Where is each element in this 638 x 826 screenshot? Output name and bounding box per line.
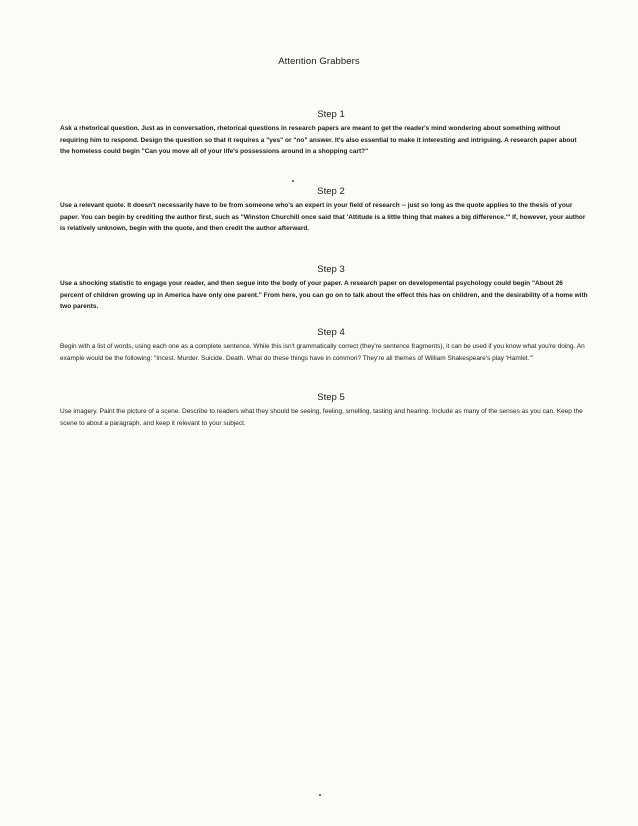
- scan-speck: [292, 180, 294, 182]
- step-1-heading: Step 1: [317, 109, 345, 120]
- step-1-section: [60, 109, 588, 158]
- step-3-section: [60, 264, 588, 313]
- step-4-body: Begin with a list of words, using each one as a complete sentence. While this isn't grammatically correct (they're sentence fragments), it can be used if you know what you're doing. An example would be the following: "Incest. Murder. Suicide. Death. What do these things have in common? They're all themes of William Shakespeare's play 'Hamlet.'": [60, 343, 585, 362]
- step-2-section: [60, 186, 588, 235]
- step-4-heading: Step 4: [317, 327, 345, 338]
- scan-speck: [319, 794, 321, 796]
- step-2-body: Use a relevant quote. It doesn't necessarily have to be from someone who's an expert in your field of research -- just so long as the quote applies to the thesis of your paper. You can begin by crediting the author first, such as "Winston Churchill once said that 'Attitude is a little thing that makes a big difference.'" If, however, your author is relatively unknown, begin with the quote, and then credit the author afterward.: [60, 202, 586, 233]
- step-5-body: Use imagery. Paint the picture of a scene. Describe to readers what they should be seeing, feeling, smelling, tasting and hearing. Include as many of the senses as you can. Keep the scene to about a paragraph, and keep it relevant to your subject.: [60, 408, 583, 427]
- step-2-heading: Step 2: [317, 186, 345, 197]
- document-title: Attention Grabbers: [278, 56, 360, 67]
- step-4-section: [60, 327, 588, 364]
- step-5-heading: Step 5: [317, 392, 345, 403]
- step-1-body: Ask a rhetorical question. Just as in conversation, rhetorical questions in research papers are meant to get the reader's mind wondering about something without requiring him to respond. Design the question so that it requires a "yes" or "no" answer. It's also essential to make it interesting and intriguing. A research paper about the homeless could begin "Can you move all of your life's possessions around in a shopping cart?": [60, 125, 577, 156]
- step-3-heading: Step 3: [317, 264, 345, 275]
- step-3-body: Use a shocking statistic to engage your reader, and then segue into the body of your paper. A research paper on developmental psychology could begin "About 26 percent of children growing up in America have only one parent." From here, you can go on to talk about the effect this has on children, and the desirability of a home with two parents.: [60, 280, 588, 311]
- step-5-section: [60, 392, 588, 429]
